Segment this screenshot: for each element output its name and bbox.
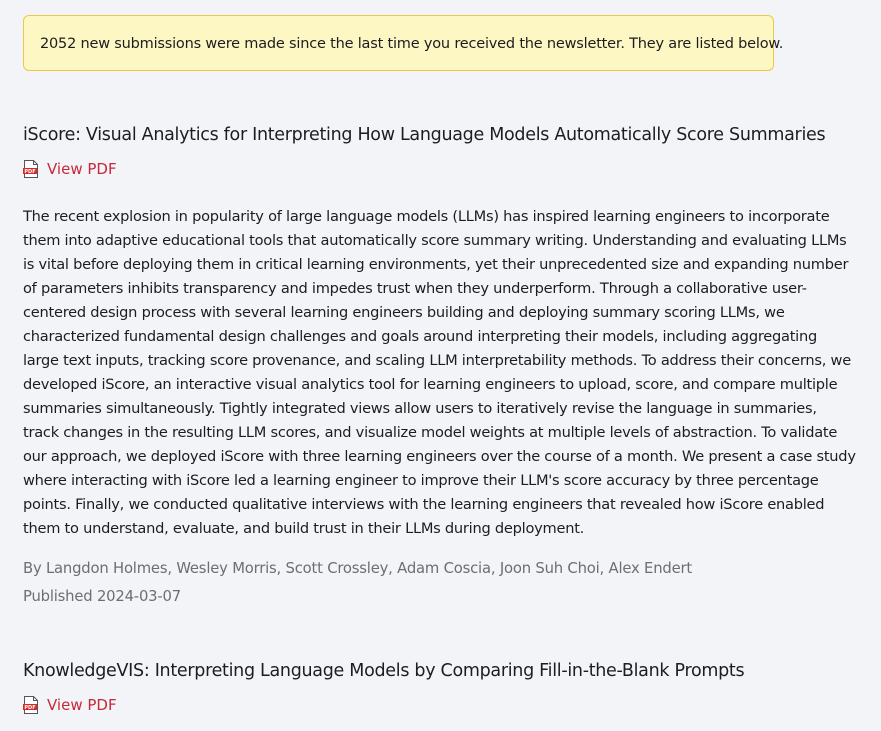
pdf-file-icon [23, 696, 39, 714]
view-pdf-link[interactable] [23, 695, 117, 715]
paper-authors: By Langdon Holmes, Wesley Morris, Scott Crossley, Adam Coscia, Joon Suh Choi, Alex Endert [23, 560, 692, 577]
svg-text:PDF: PDF [24, 704, 36, 711]
pdf-file-icon [23, 160, 39, 178]
paper-title[interactable]: iScore: Visual Analytics for Interpreting How Language Models Automatically Score Summaries [23, 125, 826, 145]
paper-abstract: The recent explosion in popularity of large language models (LLMs) has inspired learning engineers to incorporate them into adaptive educational tools that automatically score summary writing. Understanding and evaluating LLMs is vital before deploying them in critical learning environments, yet their unprecedented size and expanding number of parameters inhibits transparency and impedes trust when they underperform. Through a collaborative user-centered design process with several learning engineers building and deploying summary scoring LLMs, we characterized fundamental design challenges and goals around interpreting their models, including aggregating large text inputs, tracking score provenance, and scaling LLM interpretability methods. To address their concerns, we developed iScore, an interactive visual analytics tool for learning engineers to upload, score, and compare multiple summaries simultaneously. Tightly integrated views allow users to iteratively revise the language in summaries, track changes in the resulting LLM scores, and visualize model weights at multiple levels of abstraction. To validate our approach, we deployed iScore with three learning engineers over the course of a month. We present a case study where interacting with iScore led a learning engineer to improve their LLM's score accuracy by three percentage points. Finally, we conducted qualitative interviews with the learning engineers that revealed how iScore enabled them to understand, evaluate, and build trust in their LLMs during deployment. [23, 208, 856, 537]
paper-title[interactable]: KnowledgeVIS: Interpreting Language Models by Comparing Fill-in-the-Blank Prompts [23, 661, 745, 681]
svg-text:PDF: PDF [24, 168, 36, 175]
view-pdf-label: View PDF [47, 160, 117, 178]
view-pdf-link[interactable] [23, 159, 117, 179]
paper-published-date: Published 2024-03-07 [23, 588, 181, 605]
view-pdf-label: View PDF [47, 696, 117, 714]
newsletter-notice: 2052 new submissions were made since the last time you received the newsletter. They are listed below. [23, 15, 774, 71]
